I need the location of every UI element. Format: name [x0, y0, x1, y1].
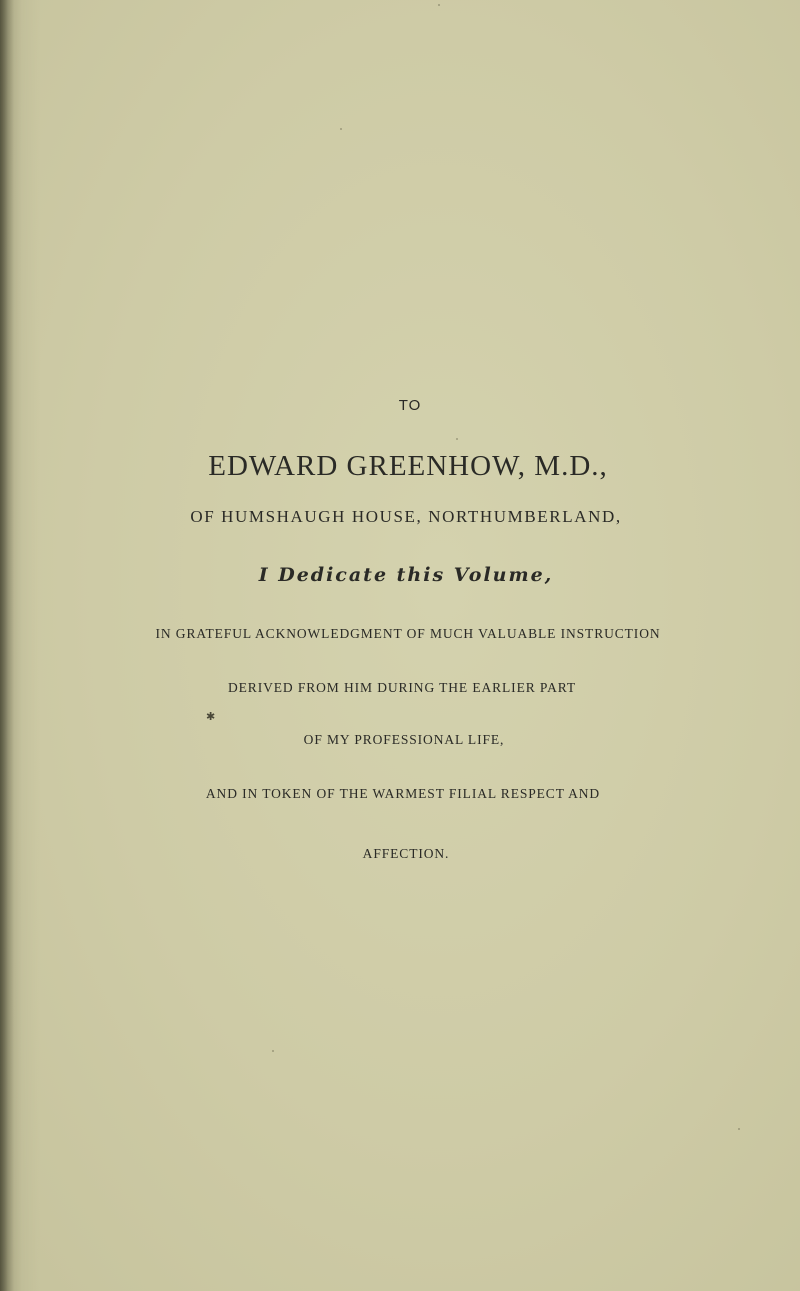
paper-speck	[738, 1128, 740, 1130]
page-binding-shadow	[0, 0, 14, 1291]
dedication-line-3: OF MY PROFESSIONAL LIFE,	[303, 732, 505, 747]
paper-speck	[456, 438, 458, 440]
paper-speck	[438, 4, 440, 6]
dedication-line-5: AFFECTION.	[362, 846, 450, 861]
dedication-line-2: DERIVED FROM HIM DURING THE EARLIER PART	[228, 680, 576, 695]
dedication-statement: I Dedicate this Volume,	[258, 564, 554, 586]
dedicatee-residence: OF HUMSHAUGH HOUSE, NORTHUMBERLAND,	[190, 507, 622, 526]
printers-mark: ✱	[206, 710, 216, 723]
dedication-to: TO	[398, 397, 422, 414]
paper-speck	[340, 128, 342, 130]
dedicatee-name: EDWARD GREENHOW, M.D.,	[208, 450, 608, 482]
paper-speck	[272, 1050, 274, 1052]
dedication-line-1: IN GRATEFUL ACKNOWLEDGMENT OF MUCH VALUABLE INSTRUCTION	[155, 626, 661, 641]
dedication-line-4: AND IN TOKEN OF THE WARMEST FILIAL RESPECT AND	[205, 786, 601, 801]
